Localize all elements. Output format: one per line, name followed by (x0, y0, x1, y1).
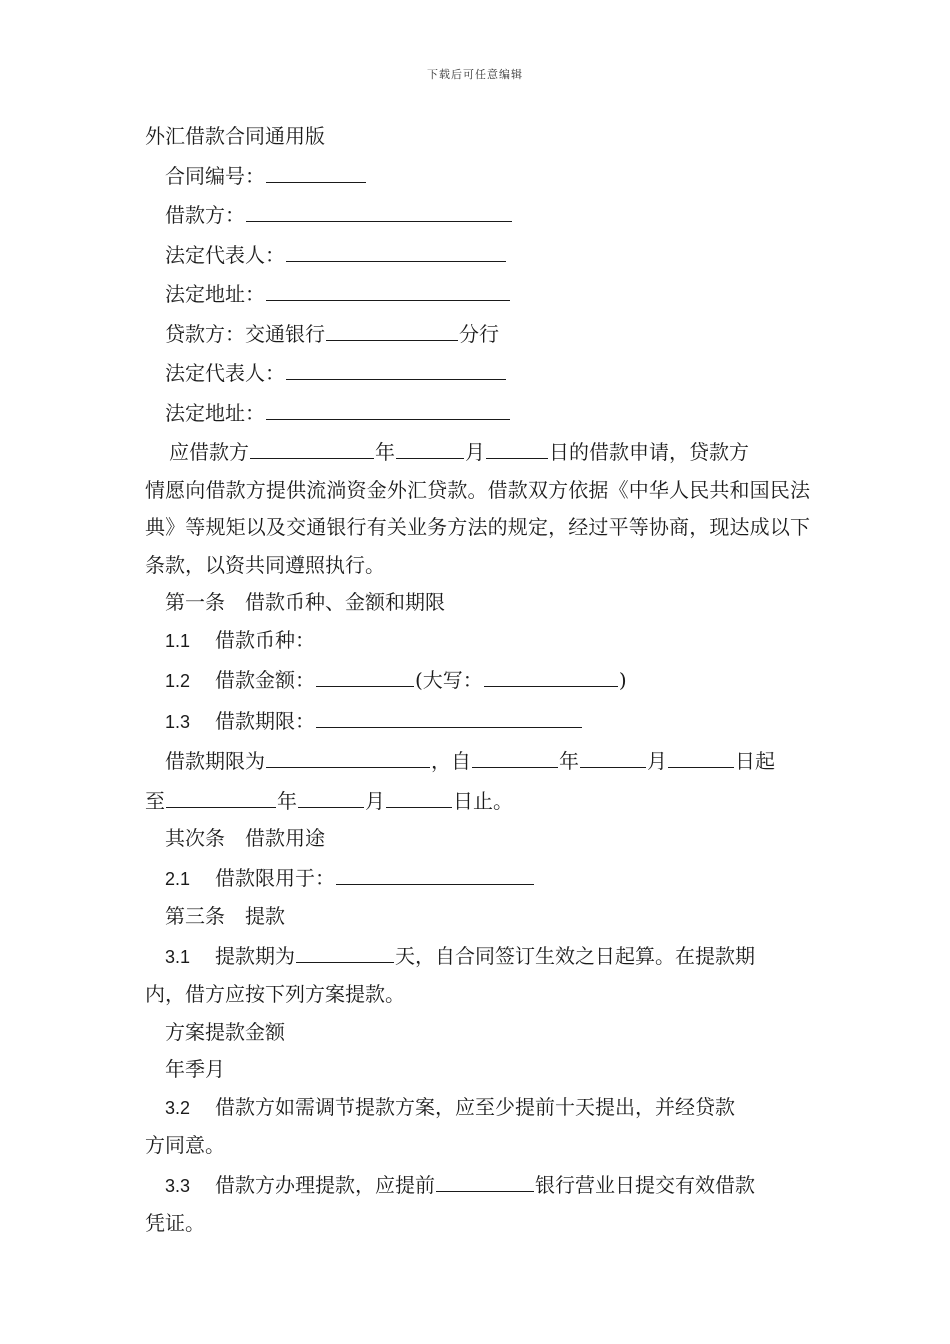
intro-year-blank[interactable] (250, 432, 374, 459)
clause-text: 至 (145, 788, 165, 813)
borrower-line (145, 195, 810, 235)
clause-text: 借款币种： (215, 627, 315, 652)
clause-3-2-cont: 方同意。 (145, 1133, 225, 1157)
lender-addr-blank[interactable] (266, 393, 510, 420)
clause-text: 天，自合同签订生效之日起算。在提款期 (395, 943, 755, 968)
end-year-blank[interactable] (166, 781, 276, 808)
article-number: 其次条 (165, 826, 225, 850)
clause-3-1 (145, 936, 810, 977)
clause-text: 提款期为 (215, 943, 295, 968)
article-title: 借款币种、金额和期限 (245, 590, 445, 614)
start-year-blank[interactable] (472, 741, 558, 768)
month-label: 月 (647, 749, 667, 773)
clause-3-3-cont: 凭证。 (145, 1211, 205, 1235)
clause-number: 1.1 (165, 630, 191, 651)
borrower-label: 借款方： (165, 203, 245, 227)
business-days-blank[interactable] (436, 1165, 534, 1192)
lender-line (145, 314, 810, 354)
clause-text: 借款限用于： (215, 865, 335, 890)
contract-number-blank[interactable] (266, 156, 366, 183)
clause-text: 银行营业日提交有效借款 (535, 1172, 755, 1197)
clause-text: ，自 (431, 749, 471, 773)
clause-number: 3.1 (165, 946, 191, 967)
borrower-addr-label: 法定地址： (165, 282, 265, 306)
borrower-rep-label: 法定代表人： (165, 242, 285, 267)
article-1-heading (145, 584, 810, 622)
lender-suffix: 分行 (459, 321, 499, 346)
clause-text: 借款方如需调节提款方案，应至少提前十天提出，并经贷款 (215, 1094, 735, 1119)
clause-number: 1.2 (165, 671, 191, 691)
article-number: 第三条 (165, 904, 225, 928)
lender-rep-label: 法定代表人： (165, 361, 285, 385)
year-label: 年 (559, 749, 579, 773)
clause-number: 3.3 (165, 1175, 191, 1196)
clause-1-1 (145, 622, 810, 661)
article-2-heading (145, 820, 810, 858)
borrower-blank[interactable] (246, 195, 512, 222)
clause-3-1-cont: 内，借方应按下列方案提款。 (145, 982, 405, 1006)
month-label: 月 (465, 440, 485, 464)
clause-text: 借款金额： (215, 668, 315, 692)
document-title: 外汇借款合同通用版 (145, 124, 325, 148)
term-blank[interactable] (316, 701, 582, 728)
amount-words-blank[interactable] (484, 660, 618, 687)
lender-rep-blank[interactable] (286, 353, 506, 380)
clause-number: 1.3 (165, 711, 191, 732)
clause-2-1 (145, 858, 810, 899)
clause-3-2 (145, 1089, 810, 1128)
term-length-blank[interactable] (266, 741, 430, 768)
lender-rep-line (145, 353, 810, 393)
clause-1-2 (145, 660, 810, 701)
clause-text: 日起 (735, 749, 775, 773)
clause-3-3 (145, 1165, 810, 1206)
intro-day-blank[interactable] (486, 432, 548, 459)
page-header: 下载后可任意编辑 (427, 68, 523, 81)
intro-paragraph: 情愿向借款方提供流淌资金外汇贷款。借款双方依据《中华人民共和国民法典》等规矩以及交通银行有关业务方法的规定，经过平等协商，现达成以下条款，以资共同遵照执行。 (145, 477, 810, 577)
clause-text: 借款方办理提款，应提前 (215, 1172, 435, 1197)
lender-label: 贷款方：交通银行 (165, 321, 325, 346)
lender-branch-blank[interactable] (326, 314, 458, 341)
clause-text: 日止。 (453, 788, 513, 813)
term-line (145, 741, 810, 781)
purpose-blank[interactable] (336, 858, 534, 885)
plan-label: 方案提款金额 (165, 1019, 285, 1044)
borrower-addr-blank[interactable] (266, 274, 510, 301)
clause-text: (大写： (415, 668, 483, 692)
borrower-addr-line (145, 274, 810, 314)
lender-addr-label: 法定地址： (165, 400, 265, 425)
amount-blank[interactable] (316, 660, 414, 687)
article-title: 提款 (245, 904, 285, 928)
intro-month-blank[interactable] (396, 432, 464, 459)
clause-number: 2.1 (165, 868, 191, 889)
intro-text: 日的借款申请，贷款方 (549, 440, 749, 464)
year-label: 年 (277, 788, 297, 813)
article-title: 借款用途 (245, 826, 325, 850)
clause-text: 借款期限为 (165, 749, 265, 773)
article-number: 第一条 (165, 590, 225, 614)
clause-1-3 (145, 701, 810, 742)
clause-text: 借款期限： (215, 708, 315, 733)
term-end-line (145, 781, 810, 821)
intro-text: 应借款方 (169, 440, 249, 464)
contract-number-label: 合同编号： (165, 163, 265, 188)
year-label: 年 (375, 440, 395, 464)
season-label: 年季月 (165, 1057, 225, 1081)
clause-text: ) (618, 668, 627, 692)
start-month-blank[interactable] (580, 741, 646, 768)
document-body (145, 118, 810, 1243)
drawdown-days-blank[interactable] (296, 936, 394, 963)
end-month-blank[interactable] (298, 781, 364, 808)
contract-number-line (145, 156, 810, 196)
lender-addr-line (145, 393, 810, 433)
borrower-rep-line (145, 235, 810, 275)
intro-line-1 (145, 432, 810, 472)
month-label: 月 (365, 788, 385, 813)
clause-number: 3.2 (165, 1097, 191, 1118)
article-3-heading (145, 898, 810, 936)
end-day-blank[interactable] (386, 781, 452, 808)
borrower-rep-blank[interactable] (286, 235, 506, 262)
start-day-blank[interactable] (668, 741, 734, 768)
